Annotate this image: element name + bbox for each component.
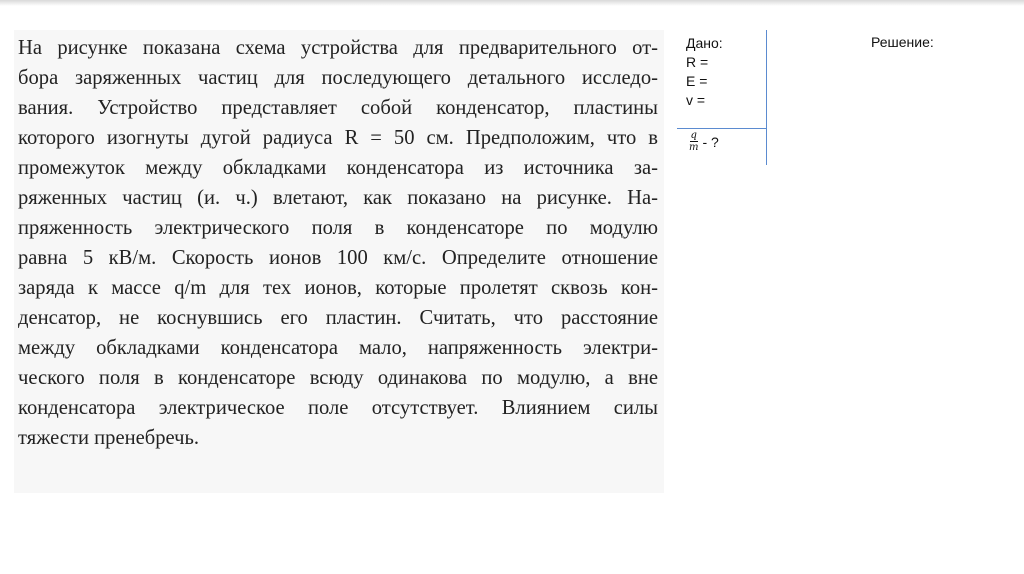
problem-line: промежуток между обкладками конденсатора из источника за- bbox=[18, 157, 658, 179]
given-title: Дано: bbox=[686, 35, 723, 51]
charge-to-mass-fraction bbox=[688, 130, 699, 153]
given-radius: R = bbox=[686, 54, 709, 70]
solution-title: Решение: bbox=[871, 34, 934, 50]
problem-line: пряженность электрического поля в конденсаторе по модулю bbox=[18, 217, 658, 239]
unknown-marker: - ? bbox=[702, 133, 719, 150]
given-panel bbox=[686, 34, 766, 110]
problem-line: между обкладками конденсатора мало, напряженность электри- bbox=[18, 337, 658, 359]
given-horizontal-divider bbox=[677, 128, 767, 129]
given-vertical-divider bbox=[766, 30, 767, 165]
given-velocity: v = bbox=[686, 92, 706, 108]
problem-line: тяжести пренебречь. bbox=[18, 427, 200, 449]
problem-line: вания. Устройство представляет собой конденсатор, пластины bbox=[18, 97, 658, 119]
problem-line: На рисунке показана схема устройства для предварительного от- bbox=[18, 37, 658, 59]
problem-line: ряженных частиц (и. ч.) влетают, как показано на рисунке. На- bbox=[18, 187, 658, 209]
unknown-quantity bbox=[688, 130, 719, 153]
fraction-denominator: m bbox=[689, 142, 699, 153]
problem-line: заряда к массе q/m для тех ионов, которые пролетят сквозь кон- bbox=[18, 277, 658, 299]
problem-line: равна 5 кВ/м. Скорость ионов 100 км/с. Определите отношение bbox=[18, 247, 658, 269]
problem-line: конденсатора электрическое поле отсутствует. Влиянием силы bbox=[18, 397, 658, 419]
problem-line: ческого поля в конденсаторе всюду одинакова по модулю, а вне bbox=[18, 367, 658, 389]
problem-line: бора заряженных частиц для последующего детального исследо- bbox=[18, 67, 658, 89]
problem-line: которого изогнуты дугой радиуса R = 50 см. Предположим, что в bbox=[18, 127, 658, 149]
fraction-numerator: q bbox=[690, 130, 697, 141]
problem-line: денсатор, не коснувшись его пластин. Считать, что расстояние bbox=[18, 307, 658, 329]
given-field-strength: E = bbox=[686, 73, 708, 89]
slide-top-edge bbox=[0, 0, 1024, 6]
problem-text-image bbox=[14, 30, 664, 493]
